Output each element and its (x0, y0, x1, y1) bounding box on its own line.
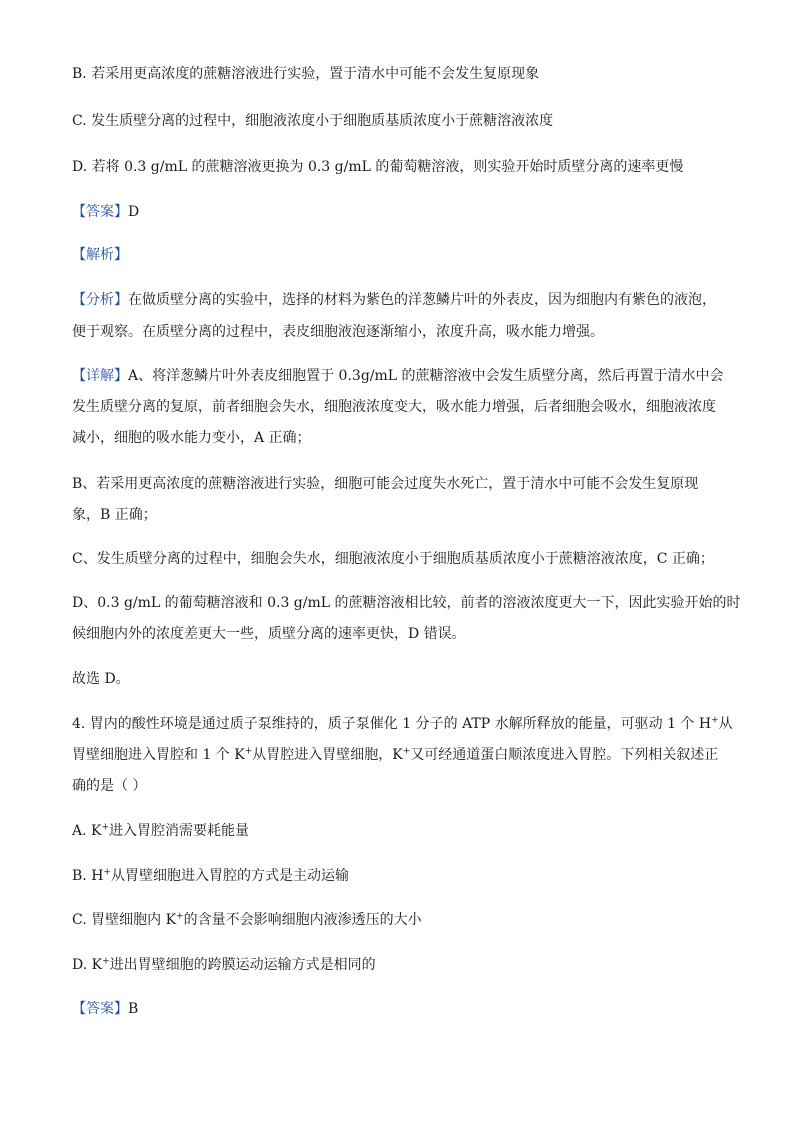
fenxi-text-1: 在做质壁分离的实验中，选择的材料为紫色的洋葱鳞片叶的外表皮，因为细胞内有紫色的液泡， (128, 292, 716, 308)
q3-b-line-1: B、若采用更高浓度的蔗糖溶液进行实验，细胞可能会过度失水死亡，置于清水中可能不会发生复原现 (72, 476, 699, 492)
q4-stem-line-3: 确的是（ ） (72, 778, 147, 794)
q4-option-d-post: 进出胃壁细胞的跨膜运动运输方式是相同的 (109, 957, 376, 973)
q4-option-c-pre: C. 胃壁细胞内 K (72, 912, 177, 928)
q4-option-a-post: 进入胃腔消需要耗能量 (109, 823, 250, 839)
q4-option-b-post: 从胃壁细胞进入胃腔的方式是主动运输 (110, 868, 349, 884)
answer-tag: 【答案】 (72, 204, 128, 220)
q4-option-c-post: 的含量不会影响细胞内液渗透压的大小 (183, 912, 422, 928)
q4-option-d-sup: + (102, 956, 110, 967)
analysis-tag: 【解析】 (72, 247, 128, 263)
answer-value: D (128, 204, 140, 220)
xiangjie-tag: 【详解】 (72, 368, 128, 384)
q4-option-c (72, 910, 422, 930)
q4-stem-1a: 4. 胃内的酸性环境是通过质子泵维持的，质子泵催化 1 分子的 ATP 水解所释放的能量，可驱动 1 个 H (72, 716, 712, 732)
q4-option-a-pre: A. K (72, 823, 102, 839)
q3-d-line-1: D、0.3 g/mL 的葡萄糖溶液和 0.3 g/mL 的蔗糖溶液相比较，前者的溶液浓度更大一下，因此实验开始的时 (72, 595, 741, 611)
q4-stem-2-sup2: + (402, 746, 411, 757)
q3-option-b: B. 若采用更高浓度的蔗糖溶液进行实验，置于清水中可能不会发生复原现象 (72, 66, 540, 82)
q4-stem-line-1 (72, 714, 733, 734)
q3-d-line-2: 候细胞内外的浓度差更大一些，质壁分离的速率更快，D 错误。 (72, 626, 466, 642)
q4-option-d (72, 955, 376, 975)
q4-option-d-pre: D. K (72, 957, 103, 973)
q3-c-line: C、发生质壁分离的过程中，细胞会失水，细胞液浓度小于细胞质基质浓度小于蔗糖溶液浓度，C 正确； (72, 551, 714, 567)
q4-option-a-sup: + (101, 822, 110, 833)
q3-option-d: D. 若将 0.3 g/mL 的蔗糖溶液更换为 0.3 g/mL 的葡萄糖溶液，则实验开始时质壁分离的速率更慢 (72, 159, 684, 175)
fenxi-tag: 【分析】 (72, 292, 128, 308)
q4-answer (72, 999, 138, 1019)
q4-option-a (72, 821, 249, 841)
q3-answer (72, 202, 139, 222)
q3-xiangjie-line-1 (72, 366, 724, 386)
q3-xiangjie-line-3: 减小，细胞的吸水能力变小，A 正确； (72, 430, 311, 446)
q4-stem-1-sup: + (711, 715, 719, 726)
q4-answer-value: B (128, 1001, 139, 1017)
q4-option-b (72, 866, 349, 886)
q4-option-c-sup: + (176, 911, 184, 922)
q3-analysis-heading (72, 245, 128, 265)
q4-stem-2b: 从胃腔进入胃壁细胞，K (252, 747, 403, 763)
q3-fenxi-line-2: 便于观察。在质壁分离的过程中，表皮细胞液泡逐渐缩小，浓度升高，吸水能力增强。 (72, 324, 604, 340)
xiangjie-text-1: A、将洋葱鳞片叶外表皮细胞置于 0.3g/mL 的蔗糖溶液中会发生质壁分离，然后再置于清水中会 (128, 368, 724, 384)
q3-xiangjie-line-2: 发生质壁分离的复原，前者细胞会失水，细胞液浓度变大，吸水能力增强，后者细胞会吸水，细胞液浓度 (72, 399, 716, 415)
q4-option-b-sup: + (103, 867, 111, 878)
q4-stem-2c: 又可经通道蛋白顺浓度进入胃腔。下列相关叙述正 (410, 747, 719, 763)
q3-conclusion: 故选 D。 (72, 671, 130, 687)
q3-option-c: C. 发生质壁分离的过程中，细胞液浓度小于细胞质基质浓度小于蔗糖溶液浓度 (72, 113, 554, 129)
q4-stem-line-2 (72, 745, 718, 765)
q4-stem-2a: 胃壁细胞进入胃腔和 1 个 K (72, 747, 245, 763)
q4-answer-tag: 【答案】 (72, 1001, 128, 1017)
q4-stem-1b: 从 (718, 716, 733, 732)
q3-fenxi-line-1 (72, 290, 716, 310)
q3-b-line-2: 象，B 正确； (72, 507, 157, 523)
q4-option-b-pre: B. H (72, 868, 104, 884)
q4-stem-2-sup1: + (244, 746, 253, 757)
